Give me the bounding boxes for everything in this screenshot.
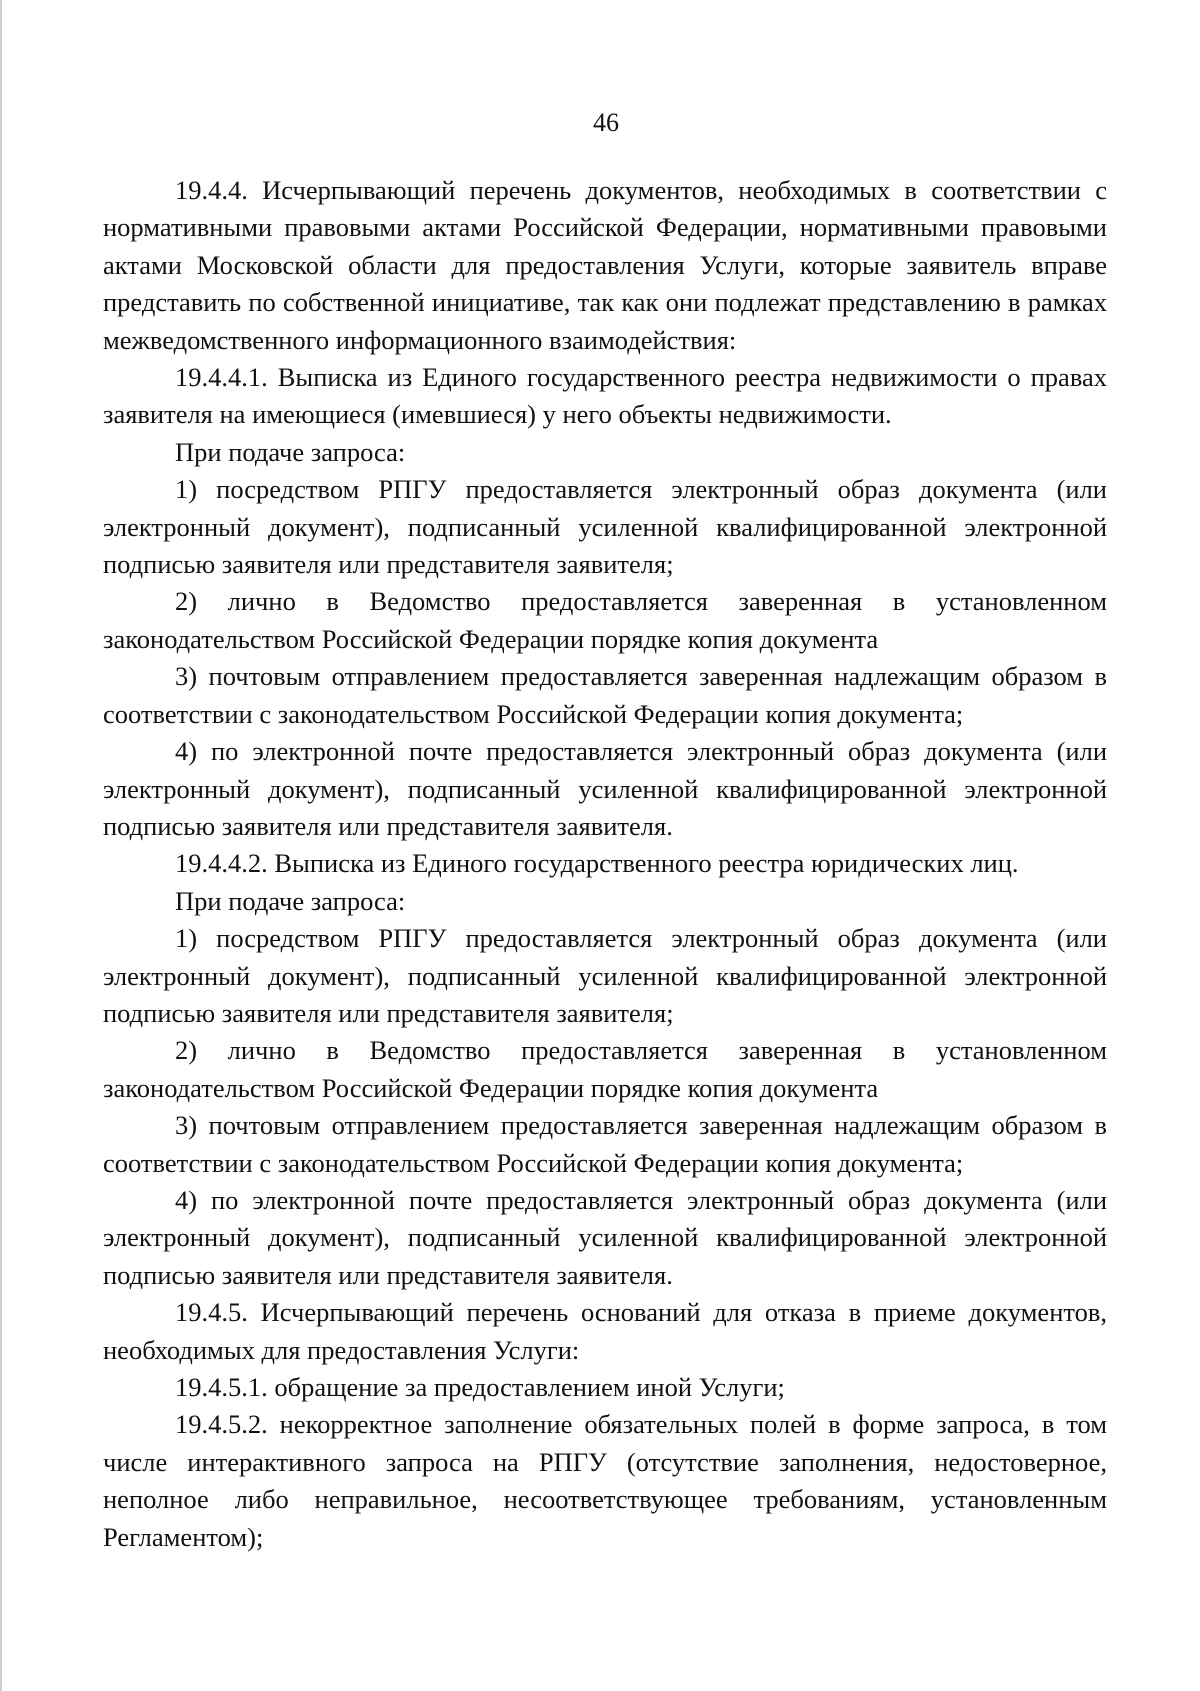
paragraph: 4) по электронной почте предоставляется электронный образ документа (или электронный документ), подписанный усиленной квалифицированной электронной подписью заявителя или представителя заявителя. <box>103 736 1107 841</box>
paragraph: 19.4.4.2. Выписка из Единого государственного реестра юридических лиц. <box>175 848 1019 879</box>
paragraph: 19.4.5.2. некорректное заполнение обязательных полей в форме запроса, в том числе интерактивного запроса на РПГУ (отсутствие заполнения, недостоверное, неполное либо неправильное, несоответствующее требованиям, установленным Регламентом); <box>103 1409 1107 1552</box>
paragraph: При подаче запроса: <box>175 885 406 916</box>
paragraph: 19.4.5. Исчерпывающий перечень оснований для отказа в приеме документов, необходимых для предоставления Услуги: <box>103 1297 1107 1365</box>
paragraph: 19.4.4. Исчерпывающий перечень документов, необходимых в соответствии с нормативными правовыми актами Российской Федерации, нормативными правовыми актами Московской области для предоставления Услуги, которые заявитель вправе представить по собственной инициативе, так как они подлежат представлению в рамках межведомственного информационного взаимодействия: <box>103 175 1107 355</box>
paragraph: При подаче запроса: <box>175 436 406 467</box>
paragraph: 19.4.4.1. Выписка из Единого государственного реестра недвижимости о правах заявителя на имеющиеся (имевшиеся) у него объекты недвижимости. <box>103 362 1107 430</box>
paragraph: 4) по электронной почте предоставляется электронный образ документа (или электронный документ), подписанный усиленной квалифицированной электронной подписью заявителя или представителя заявителя. <box>103 1184 1107 1290</box>
paragraph: 1) посредством РПГУ предоставляется электронный образ документа (или электронный документ), подписанный усиленной квалифицированной электронной подписью заявителя или представителя заявителя; <box>103 923 1107 1028</box>
paragraph: 2) лично в Ведомство предоставляется заверенная в установленном законодательством Российской Федерации порядке копия документа <box>103 586 1107 654</box>
paragraph: 2) лично в Ведомство предоставляется заверенная в установленном законодательством Российской Федерации порядке копия документа <box>103 1035 1107 1103</box>
scan-edge <box>0 0 2 1691</box>
document-body <box>103 172 1107 1556</box>
page-number: 46 <box>593 108 619 137</box>
paragraph: 3) почтовым отправлением предоставляется заверенная надлежащим образом в соответствии с законодательством Российской Федерации копия документа; <box>103 1110 1107 1178</box>
paragraph: 3) почтовым отправлением предоставляется заверенная надлежащим образом в соответствии с законодательством Российской Федерации копия документа; <box>103 661 1107 729</box>
paragraph: 1) посредством РПГУ предоставляется электронный образ документа (или электронный документ), подписанный усиленной квалифицированной электронной подписью заявителя или представителя заявителя; <box>103 474 1107 580</box>
paragraph: 19.4.5.1. обращение за предоставлением иной Услуги; <box>175 1372 785 1402</box>
